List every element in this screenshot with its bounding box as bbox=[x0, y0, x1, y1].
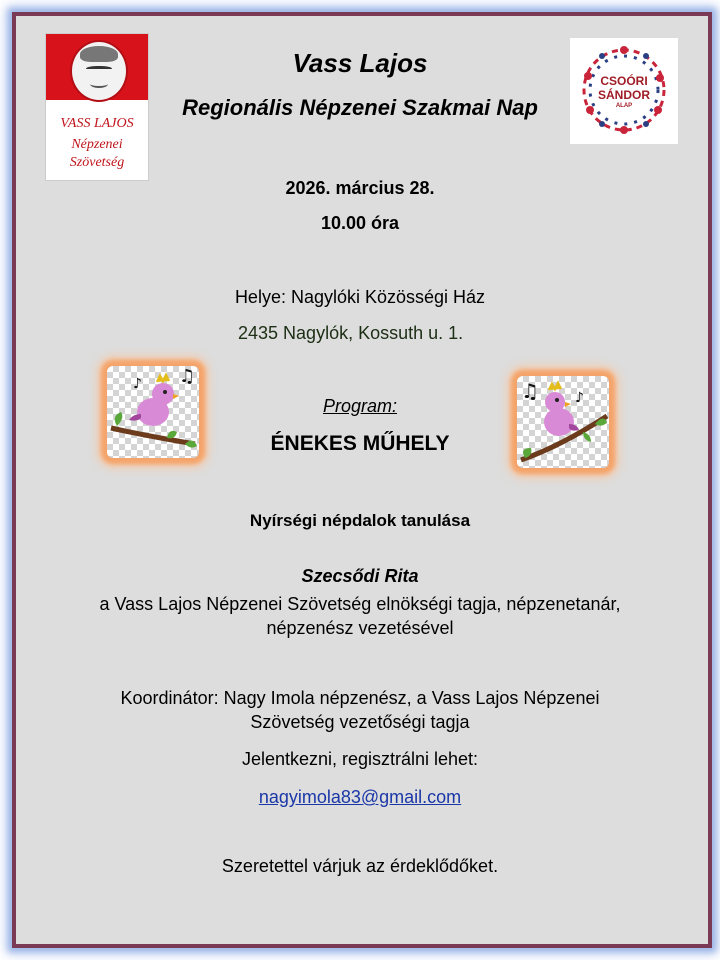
registration-email-link[interactable]: nagyimola83@gmail.com bbox=[258, 787, 462, 807]
logo-left-line3: Szövetség bbox=[69, 155, 125, 170]
event-venue: Helye: Nagylóki Közösségi Ház bbox=[234, 287, 486, 307]
registration-label: Jelentkezni, regisztrálni lehet: bbox=[241, 749, 479, 769]
leader-name: Szecsődi Rita bbox=[301, 566, 419, 586]
event-address: 2435 Nagylók, Kossuth u. 1. bbox=[238, 323, 464, 343]
logo-right-line2: SÁNDOR bbox=[597, 88, 650, 102]
svg-text:♫: ♫ bbox=[179, 366, 196, 387]
logo-left-line1: VASS LAJOS bbox=[60, 116, 134, 131]
closing-message: Szeretettel várjuk az érdeklődőket. bbox=[221, 856, 499, 876]
event-time: 10.00 óra bbox=[320, 213, 400, 233]
event-date: 2026. március 28. bbox=[285, 178, 435, 198]
leader-description-line2: népzenész vezetésével bbox=[266, 618, 454, 638]
logo-right-line1: CSOÓRI bbox=[600, 74, 648, 88]
program-title: ÉNEKES MŰHELY bbox=[270, 432, 450, 455]
logo-right-line3: ALAP bbox=[615, 103, 633, 109]
logo-left-line2: Népzenei bbox=[71, 137, 123, 152]
svg-text:♪: ♪ bbox=[133, 376, 142, 392]
page-subtitle: Regionális Népzenei Szakmai Nap bbox=[182, 95, 538, 120]
program-label: Program: bbox=[322, 396, 398, 416]
svg-text:♪: ♪ bbox=[575, 390, 584, 406]
coordinator-line1: Koordinátor: Nagy Imola népzenész, a Vass Lajos Népzenei bbox=[120, 688, 600, 708]
leader-description-line1: a Vass Lajos Népzenei Szövetség elnökségi tagja, népzenetanár, bbox=[99, 594, 621, 614]
coordinator-line2: Szövetség vezetőségi tagja bbox=[250, 712, 470, 732]
svg-text:♫: ♫ bbox=[521, 379, 539, 403]
program-subtitle: Nyírségi népdalok tanulása bbox=[249, 511, 471, 530]
page-title: Vass Lajos bbox=[292, 48, 428, 78]
